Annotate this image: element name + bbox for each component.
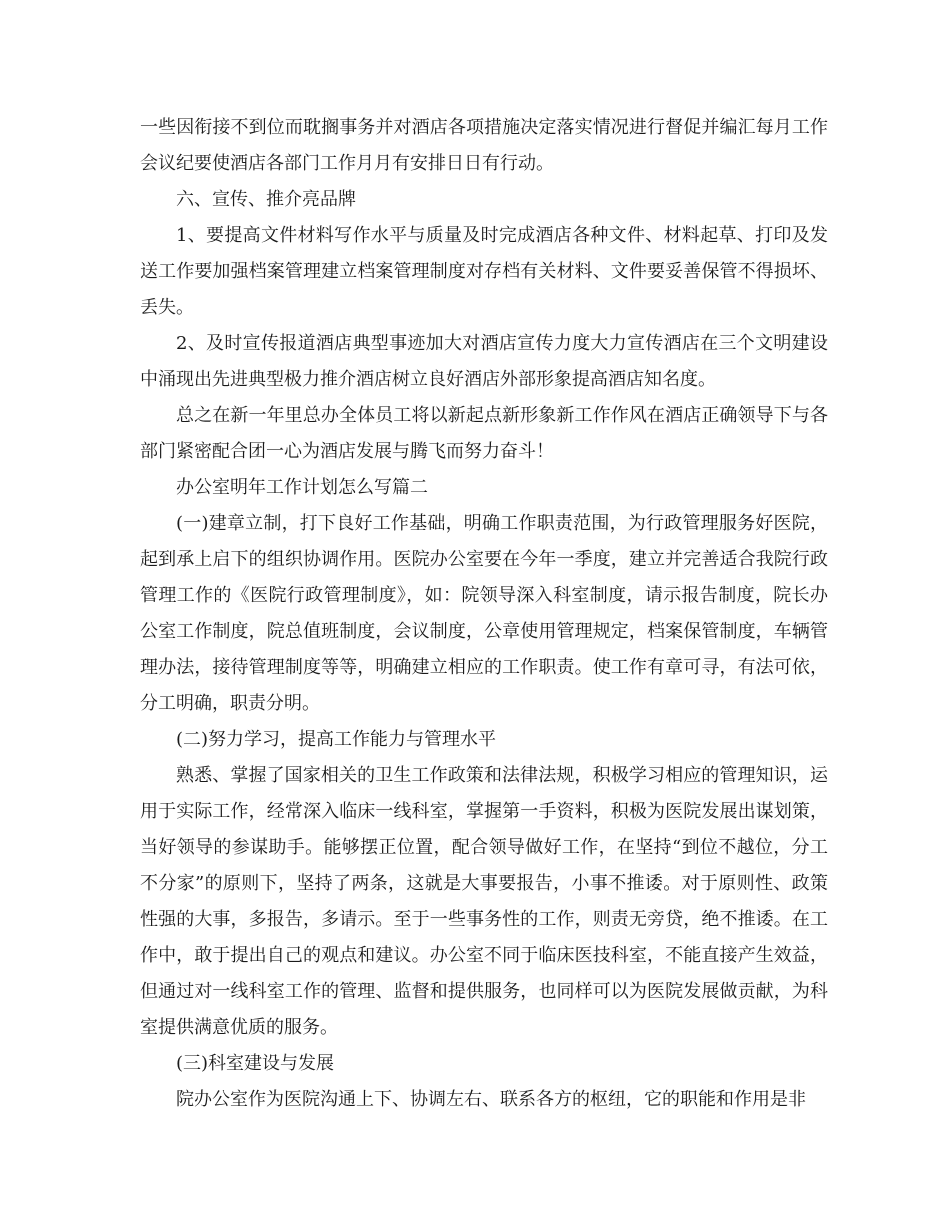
paragraph-section-three: 院办公室作为医院沟通上下、协调左右、联系各方的枢纽，它的职能和作用是非 — [176, 1089, 806, 1110]
document-body — [140, 110, 828, 1118]
paragraph-item-1: 1、要提高文件材料写作水平与质量及时完成酒店各种文件、材料起草、打印及发送工作要加强档案管理建立档案管理制度对存档有关材料、文件要妥善保管不得损坏、丢失。 — [140, 225, 828, 318]
paragraph-section-one: (一)建章立制，打下良好工作基础，明确工作职责范围，为行政管理服务好医院，起到承上启下的组织协调作用。医院办公室要在今年一季度，建立并完善适合我院行政管理工作的《医院行政管理制度》，如：院领导深入科室制度，请示报告制度，院长办公室工作制度，院总值班制度，会议制度，公章使用管理规定，档案保管制度，车辆管理办法，接待管理制度等等，明确建立相应的工作职责。使工作有章可寻，有法可依，分工明确，职责分明。 — [140, 513, 828, 714]
paragraph-item-2: 2、及时宣传报道酒店典型事迹加大对酒店宣传力度大力宣传酒店在三个文明建设中涌现出先进典型极力推介酒店树立良好酒店外部形象提高酒店知名度。 — [140, 333, 828, 390]
section-heading-publicity: 六、宣传、推介亮品牌 — [176, 189, 356, 210]
paragraph-continued: 一些因衔接不到位而耽搁事务并对酒店各项措施决定落实情况进行督促并编汇每月工作会议纪要使酒店各部门工作月月有安排日日有行动。 — [140, 117, 828, 174]
paragraph-section-two: 熟悉、掌握了国家相关的卫生工作政策和法律法规，积极学习相应的管理知识，运用于实际工作，经常深入临床一线科室，掌握第一手资料，积极为医院发展出谋划策，当好领导的参谋助手。能够摆正位置，配合领导做好工作，在坚持“到位不越位，分工不分家”的原则下，坚持了两条，这就是大事要报告，小事不推诿。对于原则性、政策性强的大事，多报告，多请示。至于一些事务性的工作，则责无旁贷，绝不推诿。在工作中，敢于提出自己的观点和建议。办公室不同于临床医技科室，不能直接产生效益，但通过对一线科室工作的管理、监督和提供服务，也同样可以为医院发展做贡献，为科室提供满意优质的服务。 — [140, 765, 828, 1038]
section-heading-two: (二)努力学习，提高工作能力与管理水平 — [176, 729, 497, 750]
section-heading-three: (三)科室建设与发展 — [176, 1053, 335, 1074]
article-title-part-two: 办公室明年工作计划怎么写篇二 — [176, 477, 428, 498]
paragraph-conclusion: 总之在新一年里总办全体员工将以新起点新形象新工作作风在酒店正确领导下与各部门紧密配合团一心为酒店发展与腾飞而努力奋斗！ — [140, 405, 828, 462]
